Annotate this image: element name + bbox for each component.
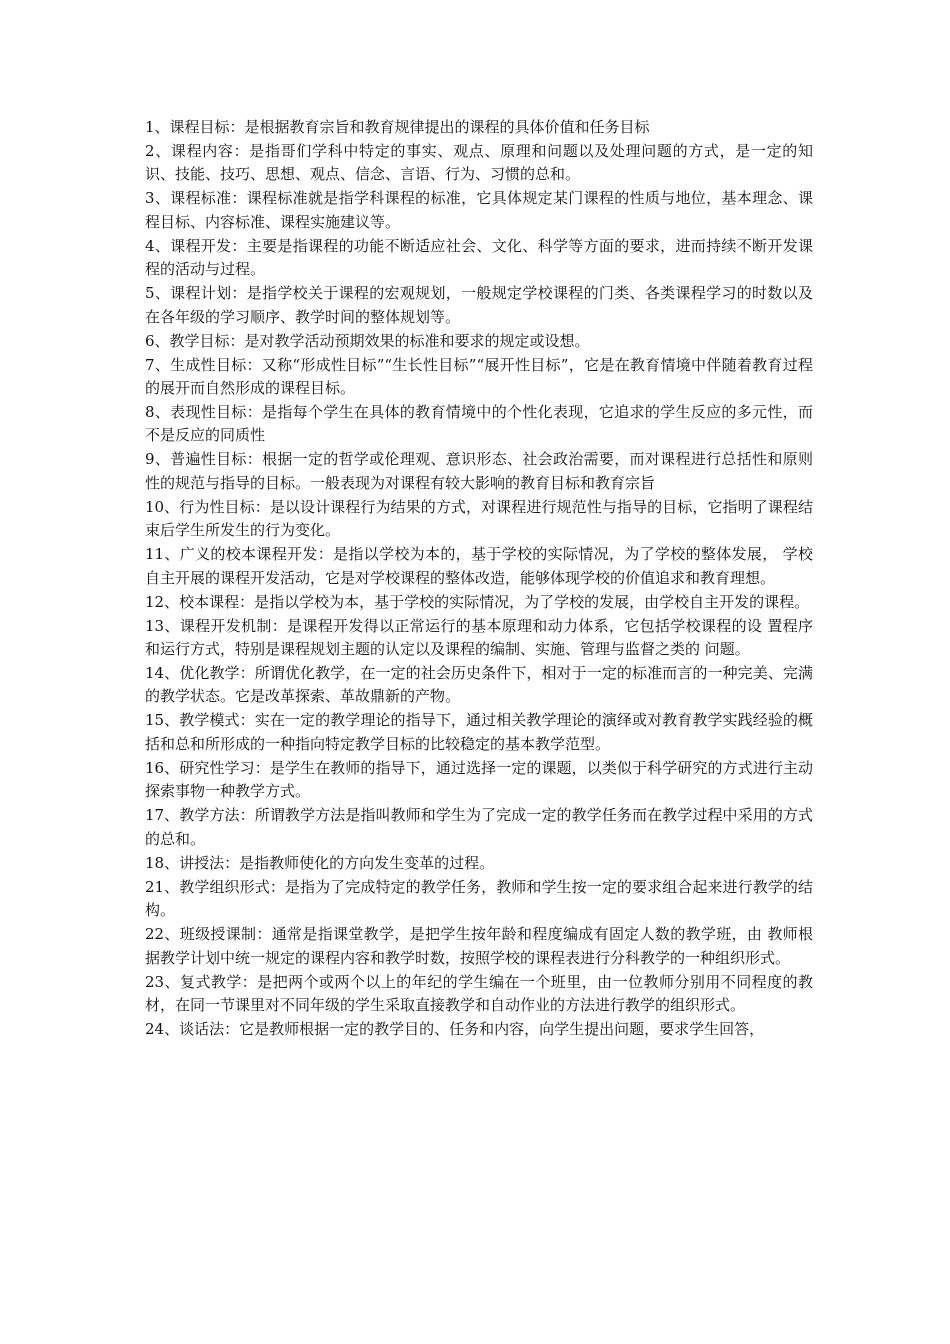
document-page <box>145 116 813 1042</box>
term-entry-21: 21、教学组织形式：是指为了完成特定的教学任务，教师和学生按一定的要求组合起来进行教学的结构。 <box>145 877 813 920</box>
term-entry-12: 12、校本课程：是指以学校为本，基于学校的实际情况，为了学校的发展，由学校自主开发的课程。 <box>145 592 810 611</box>
term-entry-2: 2、课程内容：是指哥们学科中特定的事实、观点、原理和问题以及处理问题的方式，是一定的知识、技能、技巧、思想、观点、信念、言语、行为、习惯的总和。 <box>145 142 813 184</box>
term-entry-16: 16、研究性学习：是学生在教师的指导下，通过选择一定的课题，以类似于科学研究的方式进行主动探索事物一种教学方式。 <box>145 758 813 801</box>
term-entry-6: 6、教学目标：是对教学活动预期效果的标准和要求的规定或设想。 <box>145 331 590 350</box>
term-entry-17: 17、教学方法：所谓教学方法是指叫教师和学生为了完成一定的教学任务而在教学过程中采用的方式的总和。 <box>145 806 813 848</box>
term-entry-11: 11、广义的校本课程开发：是指以学校为本的，基于学校的实际情况，为了学校的整体发展， 学校自主开展的课程开发活动，它是对学校课程的整体改造，能够体现学校的价值追求和教育理想。 <box>145 545 813 587</box>
term-entry-1: 1、课程目标：是根据教育宗旨和教育规律提出的课程的具体价值和任务目标 <box>145 118 650 136</box>
term-entry-23: 23、复式教学：是把两个或两个以上的年纪的学生编在一个班里，由一位教师分别用不同程度的教材，在同一节课里对不同年级的学生采取直接教学和自动作业的方法进行教学的组织形式。 <box>145 972 813 1014</box>
term-entry-4: 4、课程开发：主要是指课程的功能不断适应社会、文化、科学等方面的要求，进而持续不断开发课程的活动与过程。 <box>145 236 813 279</box>
term-entry-14: 14、优化教学：所谓优化教学，在一定的社会历史条件下，相对于一定的标准而言的一种完美、完满的教学状态。它是改革探索、革故鼎新的产物。 <box>145 664 813 706</box>
term-entry-24: 24、谈话法：它是教师根据一定的教学目的、任务和内容，向学生提出问题，要求学生回答， <box>145 1019 765 1038</box>
term-entry-18: 18、讲授法：是指教师使化的方向发生变革的过程。 <box>145 853 495 872</box>
term-entry-3: 3、课程标准：课程标准就是指学科课程的标准，它具体规定某门课程的性质与地位，基本理念、课程目标、内容标准、课程实施建议等。 <box>145 189 813 231</box>
term-entry-13: 13、课程开发机制：是课程开发得以正常运行的基本原理和动力体系，它包括学校课程的设 置程序和运行方式，特别是课程规划主题的认定以及课程的编制、实施、管理与监督之类的 问题。 <box>145 616 813 659</box>
term-entry-5: 5、课程计划：是指学校关于课程的宏观规划，一般规定学校课程的门类、各类课程学习的时数以及在各年级的学习顺序、教学时间的整体规划等。 <box>145 284 813 326</box>
term-entry-15: 15、教学模式：实在一定的教学理论的指导下，通过相关教学理论的演绎或对教育教学实践经验的概括和总和所形成的一种指向特定教学目标的比较稳定的基本教学范型。 <box>145 711 813 753</box>
term-entry-9: 9、普遍性目标：根据一定的哲学或伦理观、意识形态、社会政治需要，而对课程进行总括性和原则性的规范与指导的目标。一般表现为对课程有较大影响的教育目标和教育宗旨 <box>145 450 813 492</box>
term-entry-22: 22、班级授课制：通常是指课堂教学，是把学生按年龄和程度编成有固定人数的教学班，由 教师根据教学计划中统一规定的课程内容和教学时数，按照学校的课程表进行分科教学的一种组织形式。 <box>145 925 813 967</box>
term-entry-8: 8、表现性目标：是指每个学生在具体的教育情境中的个性化表现，它追求的学生反应的多元性，而不是反应的同质性 <box>145 403 813 445</box>
term-entry-7: 7、生成性目标：又称“形成性目标”“生长性目标”“展开性目标”，它是在教育情境中伴随着教育过程的展开而自然形成的课程目标。 <box>145 355 813 398</box>
term-entry-10: 10、行为性目标：是以设计课程行为结果的方式，对课程进行规范性与指导的目标，它指明了课程结束后学生所发生的行为变化。 <box>145 497 813 540</box>
